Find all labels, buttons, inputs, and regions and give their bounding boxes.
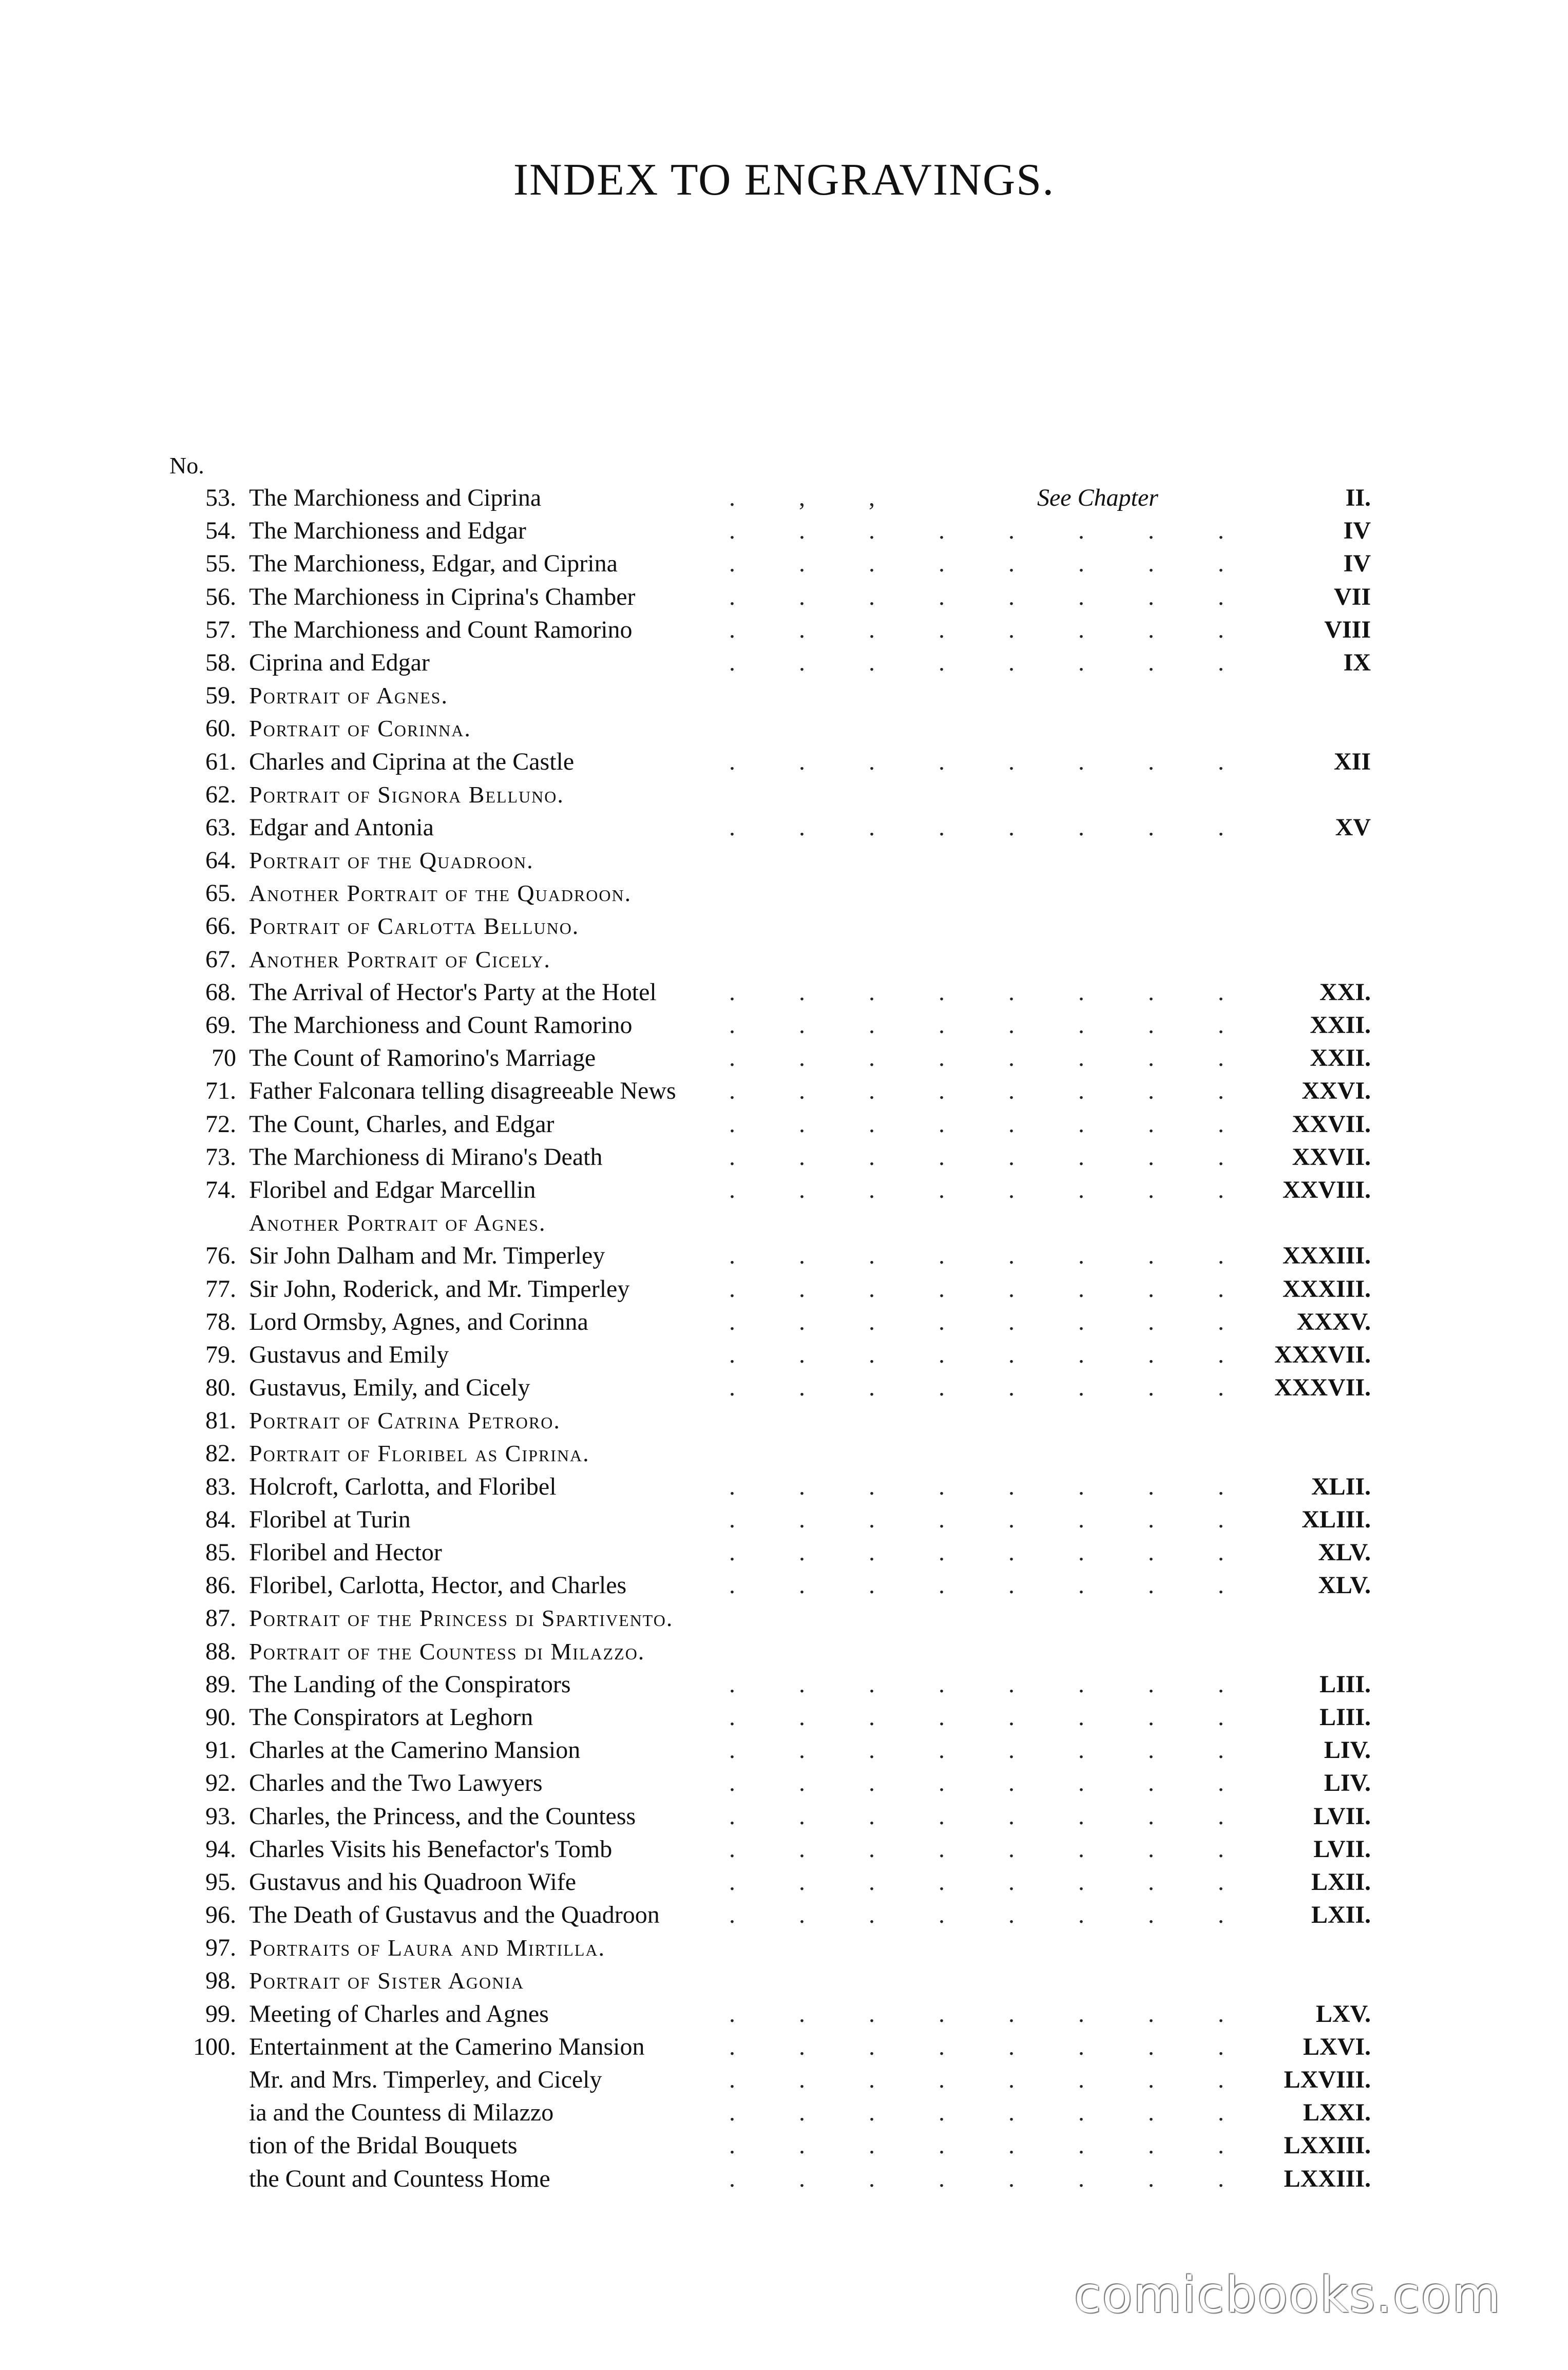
list-item (0, 2063, 1568, 2096)
entry-chapter: XXII. (1310, 1044, 1371, 1072)
entry-number: 59. (205, 682, 236, 710)
list-item (0, 547, 1568, 580)
dot-leader: . . . . . . . . (729, 2066, 1253, 2093)
entry-chapter: VIII (1324, 616, 1371, 643)
entry-chapter: LXXIII. (1284, 2165, 1371, 2192)
entry-number: 85. (205, 1539, 236, 1566)
entry-chapter: XLIII. (1302, 1505, 1371, 1533)
entry-chapter: IV (1343, 550, 1371, 578)
entry-title: The Marchioness and Ciprina (249, 484, 542, 511)
dot-leader: . . . . . . . . (729, 517, 1253, 545)
dot-leader: . . . . . . . . (729, 2000, 1253, 2028)
dot-leader: . . . . . . . . (729, 2033, 1253, 2060)
entry-title: Another Portrait of Cicely. (249, 946, 551, 972)
entry-title: Another Portrait of Agnes. (249, 1210, 546, 1236)
entry-number: 80. (205, 1374, 236, 1402)
entry-chapter: LIV. (1324, 1769, 1371, 1797)
entry-number: 99. (205, 2000, 236, 2028)
entry-number: 54. (205, 517, 236, 545)
see-chapter-label: See Chapter (1037, 484, 1158, 511)
dot-leader: . . . . . . . . (729, 1670, 1253, 1698)
entry-chapter: LIII. (1319, 1670, 1371, 1698)
list-item (0, 2163, 1568, 2195)
entry-number: 77. (205, 1275, 236, 1303)
entry-title: Portrait of Signora Belluno. (249, 781, 564, 808)
entry-chapter: XXXVII. (1274, 1341, 1371, 1368)
entry-title: tion of the Bridal Bouquets (249, 2132, 518, 2159)
dot-leader: . . . . . . . . (729, 1044, 1253, 1072)
entry-chapter: XXVII. (1292, 1143, 1371, 1171)
entry-title: Portrait of Corinna. (249, 715, 471, 742)
dot-leader: . . . . . . . . (729, 1868, 1253, 1896)
dot-leader: . . . . . . . . (729, 1505, 1253, 1533)
dot-leader: . . . . . . . . (729, 1802, 1253, 1830)
dot-leader: . . . . . . . . (729, 1176, 1253, 1203)
dot-leader: . . . . . . . . (729, 2132, 1253, 2159)
entry-title: The Marchioness and Count Ramorino (249, 1011, 633, 1039)
entry-chapter: LXV. (1315, 2000, 1371, 2028)
entry-chapter: XLII. (1311, 1473, 1371, 1500)
entry-title: Charles, the Princess, and the Countess (249, 1802, 636, 1830)
entry-number: 78. (205, 1308, 236, 1335)
entry-number: 92. (205, 1769, 236, 1797)
entry-number: 93. (205, 1802, 236, 1830)
entry-title: The Marchioness and Count Ramorino (249, 616, 633, 643)
entry-chapter: LIV. (1324, 1736, 1371, 1764)
entry-title: Floribel and Edgar Marcellin (249, 1176, 536, 1203)
entry-title: the Count and Countess Home (249, 2165, 550, 2192)
entry-number: 70 (212, 1044, 236, 1072)
dot-leader: . . . . . . . . (729, 2165, 1253, 2192)
entry-chapter: XXII. (1310, 1011, 1371, 1039)
dot-leader: . . . . . . . . (729, 748, 1253, 775)
entry-number: 53. (205, 484, 236, 511)
watermark: comicbooks.com (1074, 2266, 1501, 2324)
entry-number: 67. (205, 945, 236, 973)
entry-chapter: LXVIII. (1284, 2066, 1371, 2093)
dot-leader: . . . . . . . . (729, 1835, 1253, 1863)
list-item (0, 1306, 1568, 1339)
entry-chapter: IX (1343, 648, 1371, 676)
list-item (0, 1899, 1568, 1932)
dot-leader: . , , (729, 484, 904, 511)
entry-number: 87. (205, 1604, 236, 1632)
entry-chapter: XV (1335, 813, 1371, 841)
list-item (0, 482, 1568, 514)
entry-chapter: XXVI. (1302, 1077, 1371, 1105)
dot-leader: . . . . . . . . (729, 1374, 1253, 1402)
list-item (0, 1998, 1568, 2031)
number-column-header: No. (169, 452, 204, 479)
entry-number: 96. (205, 1901, 236, 1929)
entry-number: 57. (205, 616, 236, 643)
list-item (0, 712, 1568, 745)
list-item (0, 1371, 1568, 1404)
entry-number: 86. (205, 1572, 236, 1599)
dot-leader: . . . . . . . . (729, 1077, 1253, 1105)
entry-chapter: XXXIII. (1282, 1242, 1371, 1270)
entry-number: 72. (205, 1110, 236, 1138)
entry-number: 79. (205, 1341, 236, 1368)
entry-title: The Marchioness and Edgar (249, 517, 526, 545)
entry-title: Charles and the Two Lawyers (249, 1769, 543, 1797)
entry-title: Portrait of Sister Agonia (249, 1967, 524, 1994)
list-item (0, 1141, 1568, 1174)
entry-title: The Conspirators at Leghorn (249, 1703, 533, 1731)
list-item (0, 910, 1568, 943)
dot-leader: . . . . . . . . (729, 813, 1253, 841)
engravings-list (0, 482, 1568, 2195)
entry-title: The Marchioness di Mirano's Death (249, 1143, 603, 1171)
dot-leader: . . . . . . . . (729, 1736, 1253, 1764)
list-item (0, 1404, 1568, 1437)
entry-chapter: LVII. (1313, 1835, 1371, 1863)
list-item (0, 1075, 1568, 1107)
entry-chapter: LIII. (1319, 1703, 1371, 1731)
entry-number: 62. (205, 780, 236, 808)
dot-leader: . . . . . . . . (729, 1110, 1253, 1138)
page-title: INDEX TO ENGRAVINGS. (513, 155, 1055, 205)
entry-number: 71. (205, 1077, 236, 1105)
entry-title: Sir John Dalham and Mr. Timperley (249, 1242, 605, 1270)
entry-number: 65. (205, 880, 236, 907)
dot-leader: . . . . . . . . (729, 1769, 1253, 1797)
entry-title: The Arrival of Hector's Party at the Hotel (249, 978, 657, 1006)
list-item (0, 514, 1568, 547)
entry-chapter: XXXVII. (1274, 1374, 1371, 1402)
entry-number: 63. (205, 813, 236, 841)
entry-title: Portrait of the Countess di Milazzo. (249, 1638, 645, 1665)
list-item (0, 1273, 1568, 1306)
entry-title: Ciprina and Edgar (249, 648, 430, 676)
entry-number: 66. (205, 912, 236, 940)
entry-chapter: LXXIII. (1284, 2132, 1371, 2159)
dot-leader: . . . . . . . . (729, 550, 1253, 578)
list-item (0, 976, 1568, 1009)
entry-chapter: XXVIII. (1282, 1176, 1371, 1203)
entry-title: Charles Visits his Benefactor's Tomb (249, 1835, 613, 1863)
entry-number: 60. (205, 715, 236, 742)
entry-number: 91. (205, 1736, 236, 1764)
entry-title: Portrait of the Quadroon. (249, 847, 534, 874)
entry-title: The Landing of the Conspirators (249, 1670, 571, 1698)
entry-number: 97. (205, 1934, 236, 1962)
list-item (0, 1701, 1568, 1734)
entry-title: Father Falconara telling disagreeable News (249, 1077, 676, 1105)
entry-number: 55. (205, 550, 236, 578)
entry-chapter: XXI. (1319, 978, 1371, 1006)
entry-title: Charles at the Camerino Mansion (249, 1736, 581, 1764)
entry-title: Lord Ormsby, Agnes, and Corinna (249, 1308, 588, 1335)
entry-chapter: XXXIII. (1282, 1275, 1371, 1303)
entry-title: Gustavus and Emily (249, 1341, 449, 1368)
list-item (0, 1734, 1568, 1767)
entry-chapter: XXXV. (1296, 1308, 1371, 1335)
dot-leader: . . . . . . . . (729, 1143, 1253, 1171)
entry-chapter: VII (1333, 583, 1371, 610)
entry-chapter: XLV. (1318, 1572, 1371, 1599)
list-item (0, 646, 1568, 679)
list-item (0, 1339, 1568, 1371)
list-item (0, 614, 1568, 646)
entry-chapter: LXVI. (1303, 2033, 1371, 2060)
entry-title: The Count of Ramorino's Marriage (249, 1044, 596, 1072)
list-item (0, 844, 1568, 877)
entry-title: Charles and Ciprina at the Castle (249, 748, 575, 775)
entry-title: The Marchioness in Ciprina's Chamber (249, 583, 636, 610)
entry-title: Holcroft, Carlotta, and Floribel (249, 1473, 557, 1500)
entry-chapter: XII (1333, 748, 1371, 775)
entry-chapter: II. (1345, 484, 1371, 511)
entry-number: 83. (205, 1473, 236, 1500)
entry-title: Portrait of Agnes. (249, 682, 448, 709)
list-item (0, 2031, 1568, 2063)
entry-title: Entertainment at the Camerino Mansion (249, 2033, 645, 2060)
list-item (0, 1009, 1568, 1042)
entry-chapter: LXXI. (1303, 2099, 1371, 2127)
entry-number: 69. (205, 1011, 236, 1039)
list-item (0, 1207, 1568, 1239)
dot-leader: . . . . . . . . (729, 1242, 1253, 1270)
entry-chapter: IV (1343, 517, 1371, 545)
list-item (0, 1174, 1568, 1207)
entry-title: Gustavus and his Quadroon Wife (249, 1868, 577, 1896)
entry-number: 56. (205, 583, 236, 610)
dot-leader: . . . . . . . . (729, 583, 1253, 610)
dot-leader: . . . . . . . . (729, 1341, 1253, 1368)
entry-number: 82. (205, 1440, 236, 1467)
entry-number: 68. (205, 978, 236, 1006)
entry-number: 81. (205, 1407, 236, 1435)
entry-title: The Death of Gustavus and the Quadroon (249, 1901, 660, 1929)
list-item (0, 581, 1568, 614)
dot-leader: . . . . . . . . (729, 1572, 1253, 1599)
entry-title: Meeting of Charles and Agnes (249, 2000, 549, 2028)
dot-leader: . . . . . . . . (729, 978, 1253, 1006)
dot-leader: . . . . . . . . (729, 1275, 1253, 1303)
list-item (0, 746, 1568, 778)
list-item (0, 1437, 1568, 1470)
list-item (0, 1108, 1568, 1141)
list-item (0, 1833, 1568, 1866)
dot-leader: . . . . . . . . (729, 1308, 1253, 1335)
list-item (0, 679, 1568, 712)
list-item (0, 1536, 1568, 1569)
entry-chapter: LXII. (1311, 1901, 1371, 1929)
entry-chapter: XLV. (1318, 1539, 1371, 1566)
entry-number: 64. (205, 847, 236, 874)
list-item (0, 1932, 1568, 1964)
list-item (0, 778, 1568, 811)
dot-leader: . . . . . . . . (729, 1539, 1253, 1566)
entry-title: Mr. and Mrs. Timperley, and Cicely (249, 2066, 602, 2093)
list-item (0, 1668, 1568, 1701)
entry-number: 94. (205, 1835, 236, 1863)
list-item (0, 1569, 1568, 1602)
entry-number: 100. (193, 2033, 236, 2060)
entry-chapter: XXVII. (1292, 1110, 1371, 1138)
dot-leader: . . . . . . . . (729, 1703, 1253, 1731)
list-item (0, 1800, 1568, 1833)
dot-leader: . . . . . . . . (729, 1011, 1253, 1039)
dot-leader: . . . . . . . . (729, 2099, 1253, 2127)
list-item (0, 1042, 1568, 1075)
entry-title: Floribel and Hector (249, 1539, 442, 1566)
entry-number: 95. (205, 1868, 236, 1896)
entry-title: Floribel, Carlotta, Hector, and Charles (249, 1572, 627, 1599)
entry-title: Edgar and Antonia (249, 813, 434, 841)
entry-chapter: LVII. (1313, 1802, 1371, 1830)
list-item (0, 877, 1568, 910)
list-item (0, 2096, 1568, 2129)
entry-number: 61. (205, 748, 236, 775)
entry-title: The Count, Charles, and Edgar (249, 1110, 554, 1138)
list-item (0, 1866, 1568, 1899)
entry-number: 76. (205, 1242, 236, 1270)
list-item (0, 1602, 1568, 1635)
list-item (0, 2129, 1568, 2162)
entry-number: 84. (205, 1505, 236, 1533)
entry-title: ia and the Countess di Milazzo (249, 2099, 554, 2127)
entry-number: 90. (205, 1703, 236, 1731)
entry-title: Floribel at Turin (249, 1505, 411, 1533)
entry-number: 98. (205, 1967, 236, 1995)
entry-title: Sir John, Roderick, and Mr. Timperley (249, 1275, 630, 1303)
entry-number: 74. (205, 1176, 236, 1203)
dot-leader: . . . . . . . . (729, 648, 1253, 676)
list-item (0, 811, 1568, 844)
list-item (0, 1239, 1568, 1272)
entry-title: The Marchioness, Edgar, and Ciprina (249, 550, 618, 578)
list-item (0, 1635, 1568, 1668)
entry-number: 88. (205, 1637, 236, 1665)
entry-title: Portraits of Laura and Mirtilla. (249, 1935, 606, 1961)
entry-chapter: LXII. (1311, 1868, 1371, 1896)
entry-title: Another Portrait of the Quadroon. (249, 880, 632, 907)
entry-title: Portrait of Catrina Petroro. (249, 1407, 561, 1434)
entry-title: Portrait of Carlotta Belluno. (249, 913, 580, 940)
list-item (0, 1470, 1568, 1503)
entry-title: Gustavus, Emily, and Cicely (249, 1374, 530, 1402)
entry-number: 73. (205, 1143, 236, 1171)
entry-number: 58. (205, 648, 236, 676)
entry-title: Portrait of Floribel as Ciprina. (249, 1440, 590, 1467)
dot-leader: . . . . . . . . (729, 1901, 1253, 1929)
list-item (0, 1964, 1568, 1997)
list-item (0, 943, 1568, 976)
dot-leader: . . . . . . . . (729, 1473, 1253, 1500)
entry-title: Portrait of the Princess di Spartivento. (249, 1605, 674, 1632)
list-item (0, 1767, 1568, 1800)
dot-leader: . . . . . . . . (729, 616, 1253, 643)
list-item (0, 1503, 1568, 1536)
entry-number: 89. (205, 1670, 236, 1698)
